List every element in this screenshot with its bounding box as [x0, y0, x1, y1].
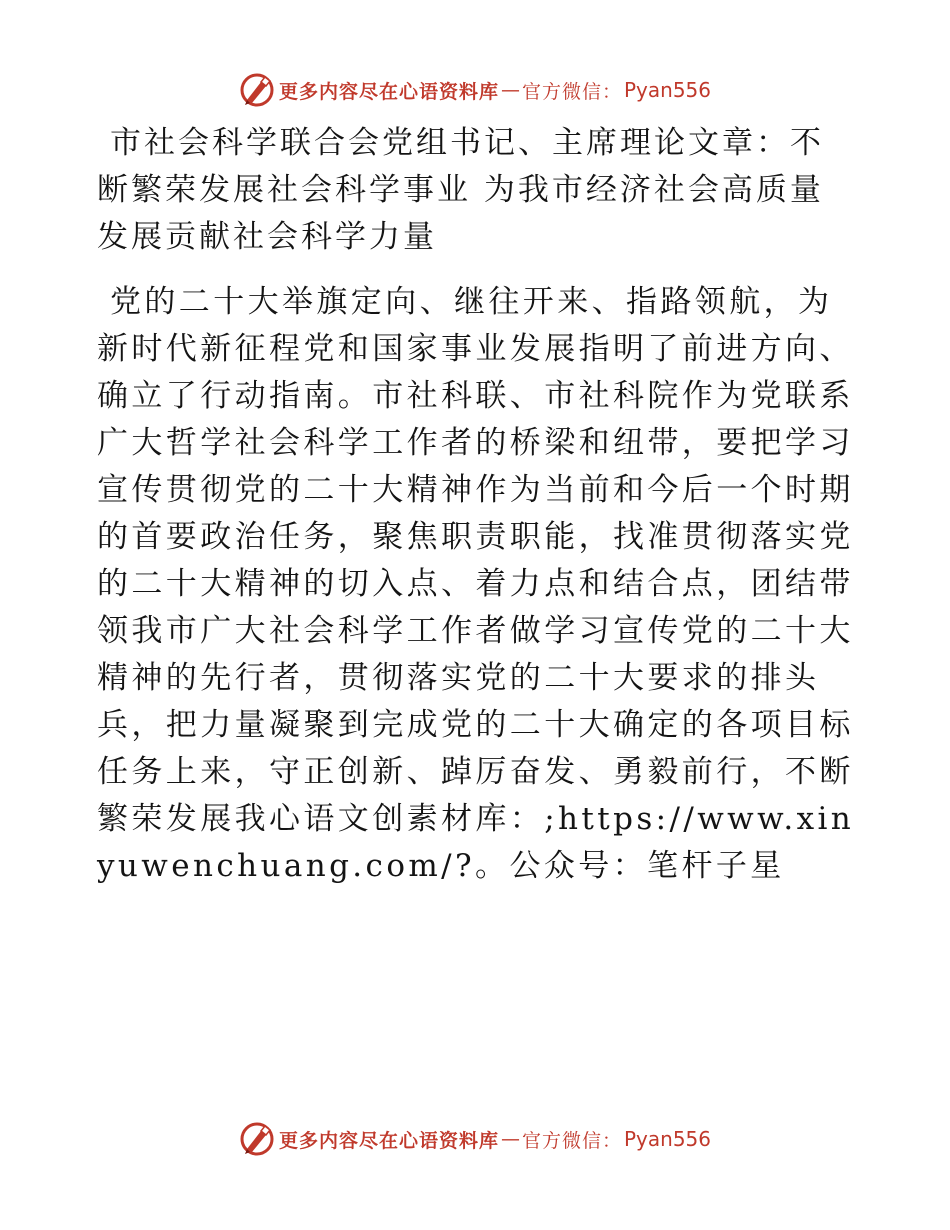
separator: —: [500, 1128, 520, 1150]
site-text: 更多内容尽在心语资料库: [278, 1129, 499, 1152]
wechat-label: 官方微信：: [521, 80, 622, 103]
wechat-id: Pyan556: [624, 78, 712, 102]
document-body: 党的二十大举旗定向、继往开来、指路领航，为新时代新征程党和国家事业发展指明了前进方向、确立了行动指南。市社科联、市社科院作为党联系广大哲学社会科学工作者的桥梁和纽带，要把学习宣传贯彻党的二十大精神作为当前和今后一个时期的首要政治任务，聚焦职责职能，找准贯彻落实党的二十大精神的切入点、着力点和结合点，团结带领我市广大社会科学工作者做学习宣传党的二十大精神的先行者，贯彻落实党的二十大要求的排头兵，把力量凝聚到完成党的二十大确定的各项目标任务上来，守正创新、踔厉奋发、勇毅前行，不断繁荣发展我心语文创素材库：;https://www.xinyuwenchuang.com/?。公众号：笔杆子星: [97, 284, 855, 884]
wechat-label: 官方微信：: [521, 1129, 622, 1152]
footer-banner: [0, 1119, 950, 1159]
site-text: 更多内容尽在心语资料库: [278, 80, 499, 103]
document-content: [97, 120, 857, 890]
separator: —: [500, 79, 520, 101]
header-banner: [0, 70, 950, 110]
pen-logo-icon: [239, 1121, 275, 1157]
pen-logo-icon: [239, 72, 275, 108]
document-title: 市社会科学联合会党组书记、主席理论文章：不断繁荣发展社会科学事业 为我市经济社会高质量发展贡献社会科学力量: [97, 125, 824, 255]
wechat-id: Pyan556: [624, 1127, 712, 1151]
